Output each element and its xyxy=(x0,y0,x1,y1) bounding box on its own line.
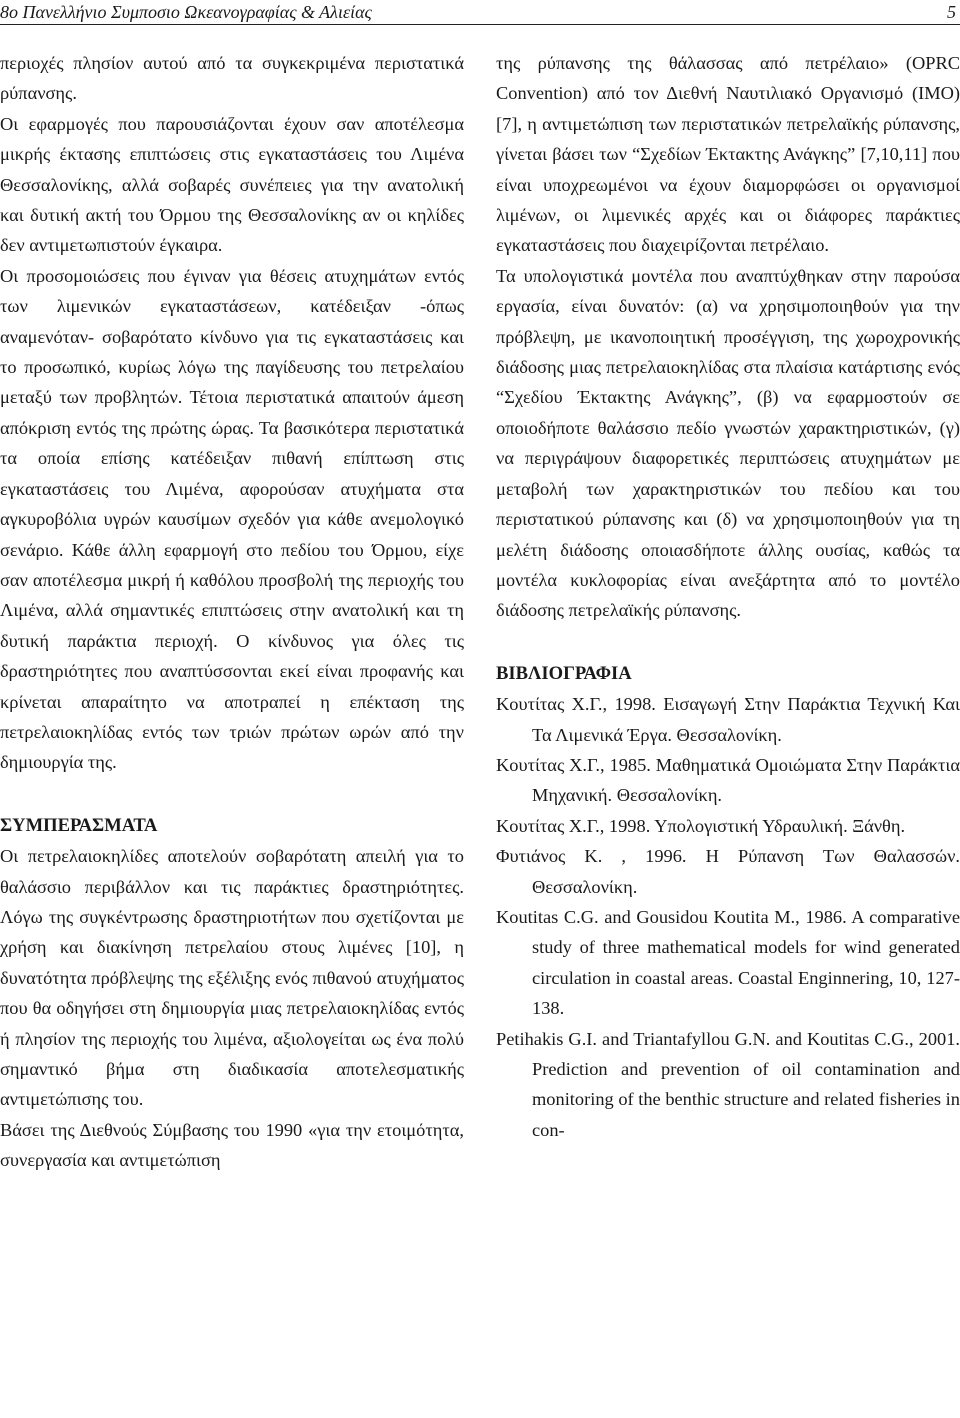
reference-item: Φυτιάνος Κ. , 1996. Η Ρύπανση Των Θαλασσών. Θεσσαλονίκη. xyxy=(496,846,960,897)
paragraph-results: Οι εφαρμογές που παρουσιάζονται έχουν σαν αποτέλεσμα μικρής έκτασης επιπτώσεις στις εγκαταστάσεις του Λιμένα Θεσσαλονίκης, αλλά σοβαρές συνέπειες για την ανατολική και δυτική ακτή του Όρμου της Θεσσαλονίκης αν οι κηλίδες δεν αντιμετωπιστούν έγκαιρα. xyxy=(0,113,464,256)
reference-item: Petihakis G.I. and Triantafyllou G.N. and Koutitas C.G., 2001. Prediction and prevention of oil contamination and monitoring of the benthic structure and related fisheries in con- xyxy=(496,1028,960,1140)
header-rule xyxy=(0,24,960,25)
reference-item: Κουτίτας Χ.Γ., 1998. Εισαγωγή Στην Παράκτια Τεχνική Και Τα Λιμενικά Έργα. Θεσσαλονίκη. xyxy=(496,694,960,745)
conference-title: 8ο Πανελλήνιο Συμποσιο Ωκεανογραφίας & Αλιείας xyxy=(0,2,372,22)
reference-list xyxy=(496,689,960,1145)
paragraph-models: Τα υπολογιστικά μοντέλα που αναπτύχθηκαν στην παρούσα εργασία, είναι δυνατόν: (α) να χρησιμοποιηθούν για την πρόβλεψη, με ικανοποιητική προσέγγιση, της χωροχρονικής διάδοσης μιας πετρελαιοκηλίδας στα πλαίσια κατάρτισης ενός “Σχεδίου Έκτακτης Ανάγκης”, (β) να εφαρμοστούν σε οποιοδήποτε θαλάσσιο πεδίο γνωστών χαρακτηριστικών, (γ) να περιγράψουν διαφορετικές περιπτώσεις ατυχημάτων με μεταβολή των χαρακτηριστικών του πεδίου και του περιστατικού ρύπανσης και (δ) να χρησιμοποιηθούν για τη μελέτη διάδοσης οποιασδήποτε άλλης ουσίας, καθώς τα μοντέλα κυκλοφορίας είναι ανεξάρτητα από το μοντέλο διάδοσης πετρελαϊκής ρύπανσης. xyxy=(496,265,960,621)
paragraph-simulations: Οι προσομοιώσεις που έγιναν για θέσεις ατυχημάτων εντός των λιμενικών εγκαταστάσεων, κατέδειξαν -όπως αναμενόταν- σοβαρότατο κίνδυνο για τις εγκαταστάσεις και το προσωπικό, κυρίως λόγω της παγίδευσης του πετρελαίου μεταξύ των προβλητών. Τέτοια περιστατικά απαιτούν άμεση απόκριση εντός της πρώτης ώρας. Τα βασικότερα περιστατικά τα οποία επίσης κατέδειξαν πιθανή επίπτωση στις εγκαταστάσεις του Λιμένα, αφορούσαν ατυχήματα στα αγκυροβόλια υγρών καυσίμων σχεδόν για κάθε ανεμολογικό σενάριο. Κάθε άλλη εφαρμογή στο πεδίου του Όρμου, είχε σαν αποτέλεσμα μικρή ή καθόλου προσβολή της περιοχής του Λιμένα, αλλά σημαντικές επιπτώσεις στην ανατολική και τη δυτική παράκτια περιοχή. Ο κίνδυνος για όλες τις δραστηριότητες που αναπτύσσονται εκεί είναι προφανής και κρίνεται απαραίτητο να αποτραπεί η επέκταση της πετρελαιοκηλίδας εντός των τριών πρώτων ωρών από την δημιουργία της. xyxy=(0,265,464,773)
section-spacer xyxy=(496,626,960,659)
reference-item: Κουτίτας Χ.Γ., 1985. Μαθηματικά Ομοιώματα Στην Παράκτια Μηχανική. Θεσσαλονίκη. xyxy=(496,754,960,806)
bibliography-heading: ΒΙΒΛΙΟΓΡΑΦΙΑ xyxy=(496,662,632,684)
right-column xyxy=(496,48,960,1145)
reference-item: Koutitas C.G. and Gousidou Koutita M., 1986. A comparative study of three mathematical models for wind generated circulation in coastal areas. Coastal Enginnering, 10, 127-138. xyxy=(496,906,960,1019)
paragraph-convention-end: της ρύπανσης της θάλασσας από πετρέλαιο» (OPRC Convention) από τον Διεθνή Ναυτιλιακό Οργανισμό (IMO) [7], η αντιμετώπιση των περιστατικών πετρελαϊκής ρύπανσης, γίνεται βάσει των “Σχεδίων Έκτακτης Ανάγκης” [7,10,11] που είναι υποχρεωμένοι να έχουν διαμορφώσει οι οργανισμοί λιμένων, οι λιμενικές αρχές και οι διάφορες παράκτιες εγκαταστάσεις που διαχειρίζονται πετρέλαιο. xyxy=(496,53,960,256)
left-column xyxy=(0,48,464,1176)
reference-item: Κουτίτας Χ.Γ., 1998. Υπολογιστική Υδραυλική. Ξάνθη. xyxy=(496,815,906,836)
paragraph-convention-start: Βάσει της Διεθνούς Σύμβασης του 1990 «για την ετοιμότητα, συνεργασία και αντιμετώπιση xyxy=(0,1119,464,1171)
page-number: 5 xyxy=(947,2,956,22)
running-header xyxy=(0,0,960,26)
paragraph-intro: περιοχές πλησίον αυτού από τα συγκεκριμένα περιστατικά ρύπανσης. xyxy=(0,53,464,104)
conclusions-heading: ΣΥΜΠΕΡΑΣΜΑΤΑ xyxy=(0,814,158,836)
paragraph-conclusions: Οι πετρελαιοκηλίδες αποτελούν σοβαρότατη απειλή για το θαλάσσιο περιβάλλον και τις παράκτιες δραστηριότητες. Λόγω της συγκέντρωσης δραστηριοτήτων που σχετίζονται με χρήση και διακίνηση πετρελαίου στους λιμένες [10], η δυνατότητα πρόβλεψης της εξέλιξης ενός πιθανού ατυχήματος που θα οδηγήσει στη δημιουργία μιας πετρελαιοκηλίδας εντός ή πλησίον της περιοχής του λιμένα, αξιολογείται ως ένα πολύ σημαντικό βήμα στη διαδικασία αποτελεσματικής αντιμετώπισης του. xyxy=(0,846,464,1110)
section-spacer xyxy=(0,778,464,811)
